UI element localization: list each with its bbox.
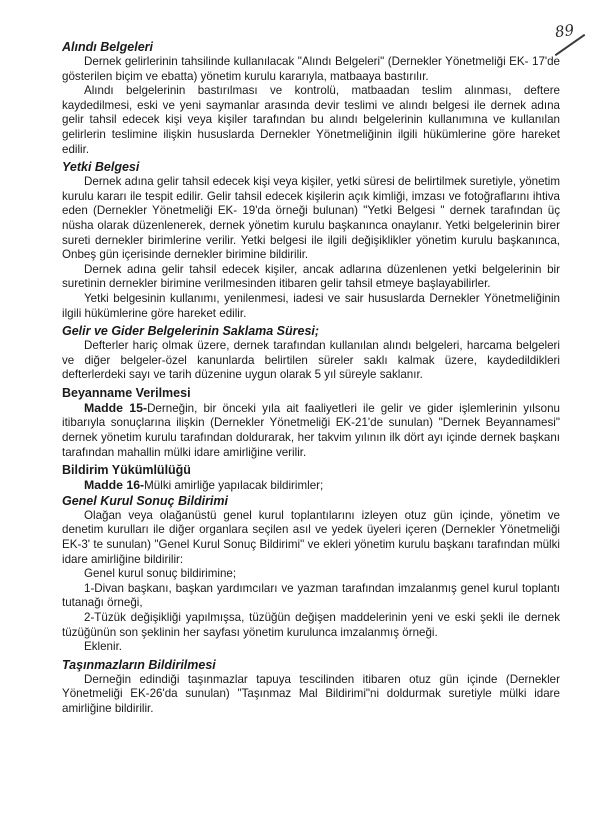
- heading-genel-kurul: Genel Kurul Sonuç Bildirimi: [62, 493, 228, 508]
- paragraph-eklenir: Eklenir.: [84, 640, 123, 654]
- madde-15-label: Madde 15-: [84, 400, 148, 415]
- list-item-1: 1-Divan başkanı, başkan yardımcıları ve yazman tarafından imzalanmış genel kurul toplantı tutanağı örneği,: [62, 581, 560, 610]
- madde-16-text: Mülki amirliğe yapılacak bildirimler;: [144, 479, 324, 493]
- heading-bildirim: Bildirim Yükümlülüğü: [62, 463, 191, 478]
- paragraph-saklama-1: Defterler hariç olmak üzere, dernek tarafından kullanılan alındı belgeleri, harcama belgeleri ve diğer belgeler-özel kanunlarda belirtilen süreler saklı kalmak üzere, kaydedildikleri defterlerdeki sayı ve tarih düzenine uygun olarak 5 yıl süreyle saklanır.: [62, 339, 560, 382]
- list-item-2: 2-Tüzük değişikliği yapılmışsa, tüzüğün değişen maddelerinin yeni ve eski şekli ile dernek tüzüğünün son şeklinin her sayfası yönetim kurulunca imzalanmış örneği.: [62, 611, 560, 639]
- heading-saklama-suresi: Gelir ve Gider Belgelerinin Saklama Süresi;: [62, 324, 320, 339]
- madde-15-text: Derneğin, bir önceki yıla ait faaliyetleri ile gelir ve gider işlemlerinin yılsonu itibarıyla sonuçlarına ilişkin (Dernekler Yönetmeliği EK-21'de sunulan) "Dernek Beyannamesi" dernek yönetim kurulu tarafından doldurarak, her takvim yılının ilk dört ayı içinde dernek başkanı tarafından mahallin mülki idare amirliğine verilir.: [62, 401, 560, 459]
- heading-yetki-belgesi: Yetki Belgesi: [62, 160, 140, 175]
- heading-beyanname: Beyanname Verilmesi: [62, 385, 191, 400]
- paragraph-alindi-2: Alındı belgelerinin bastırılması ve kontrolü, matbaadan teslim alınması, deftere kaydedilmesi, eski ve yeni saymanlar arasında devir teslimi ve alındı belgesi ile dernek adına gelir tahsil edecek kişi veya kişiler tarafından bu alındı belgelerinin kullanımına ve kullanılan gelirlerin teslimine ilişkin hususlarda Dernekler Yönetmeliğinin ilgili hükümlerine göre hareket edilir.: [62, 84, 560, 156]
- heading-alindi-belgeleri: Alındı Belgeleri: [62, 40, 153, 54]
- paragraph-alindi-1: Dernek gelirlerinin tahsilinde kullanılacak "Alındı Belgeleri" (Dernekler Yönetmeliği EK- 17'de gösterilen biçim ve ebatta) yönetim kurulu kararıyla, matbaaya bastırılır.: [62, 55, 560, 83]
- paragraph-yetki-1: Dernek adına gelir tahsil edecek kişi veya kişiler, yetki süresi de belirtilmek suretiyle, yönetim kurulu kararı ile tespit edilir. Gelir tahsil edecek kişilerin açık kimliği, imzası ve fotoğraflarını ihtiva eden (Dernekler Yönetmeliği EK- 19'da örneği bulunan) "Yetki Belgesi " dernek tarafından üç nüsha olarak düzenlenerek, dernek yönetim kurulu başkanınca onaylanır. Yetki belgelerinin birer sureti dernekler birimlerine verilir. Yetki belgesi ile ilgili değişiklikler yönetim kurulu başkanınca, Onbeş gün içerisinde dernekler birimine bildirilir.: [62, 175, 560, 262]
- paragraph-genel-kurul-2: Genel kurul sonuç bildirimine;: [84, 567, 237, 581]
- paragraph-madde-15: [62, 401, 560, 460]
- paragraph-genel-kurul-1: Olağan veya olağanüstü genel kurul toplantılarını izleyen otuz gün içinde, yönetim ve denetim kurulları ile diğer organlara seçilen asıl ve yedek üyeleri içeren (Dernekler Yönetmeliği EK-3' te sunulan) "Genel Kurul Sonuç Bildirimi" ve ekleri yönetim kurulu başkanı tarafından mülki idare amirliğine bildirilir:: [62, 508, 560, 566]
- madde-16-label: Madde 16-: [84, 478, 145, 493]
- paragraph-yetki-3: Yetki belgesinin kullanımı, yenilenmesi, iadesi ve sair hususlarda Dernekler Yönetmeliğinin ilgili hükümlerine göre hareket edilir.: [62, 291, 560, 320]
- page-number-handwritten: 89: [553, 20, 576, 42]
- paragraph-yetki-2: Dernek adına gelir tahsil edecek kişiler, ancak adlarına düzenlenen yetki belgelerinin bir suretinin dernekler birimine verilmesinden itibaren gelir tahsil etmeye başlayabilirler.: [62, 262, 560, 291]
- paragraph-madde-16: [62, 478, 560, 494]
- heading-tasinmaz: Taşınmazların Bildirilmesi: [62, 657, 216, 672]
- paragraph-tasinmaz-1: Derneğin edindiği taşınmazlar tapuya tescilinden itibaren otuz gün içinde (Dernekler Yönetmeliği EK-26'da sunulan) "Taşınmaz Mal Bildirimi"ni doldurmak suretiyle mülki idare amirliğine bildirilir.: [62, 672, 560, 715]
